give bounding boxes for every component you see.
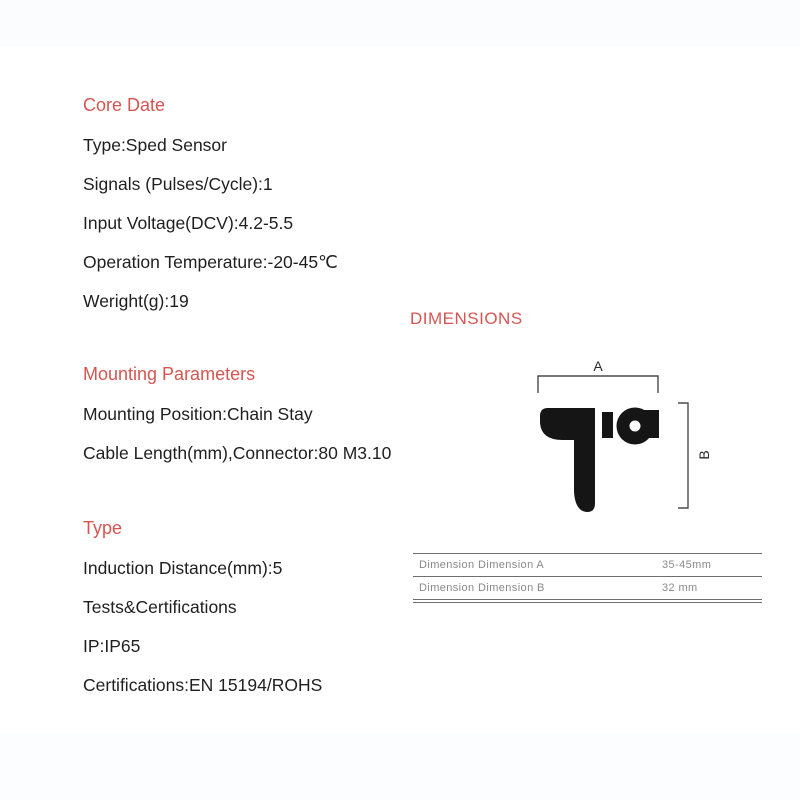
spec-line-mounting-position: Mounting Position:Chain Stay xyxy=(83,404,313,424)
dimension-b-name: Dimension Dimension B xyxy=(419,582,545,594)
sensor-dimension-diagram xyxy=(400,345,720,545)
dimension-table xyxy=(413,553,762,603)
spec-line-signals: Signals (Pulses/Cycle):1 xyxy=(83,174,273,194)
section-heading-core-data: Core Date xyxy=(83,95,166,115)
sensor-neck-connector xyxy=(602,412,613,438)
dimension-bracket-a xyxy=(538,376,658,393)
section-heading-mounting-parameters: Mounting Parameters xyxy=(83,364,256,384)
spec-line-weight: Weright(g):19 xyxy=(83,291,189,311)
speed-sensor-body-shape xyxy=(540,408,595,512)
spec-line-ip-rating: IP:IP65 xyxy=(83,636,141,656)
dimension-bracket-b xyxy=(678,403,688,508)
top-tint-band xyxy=(0,0,800,46)
table-row-dimension-b xyxy=(413,577,762,600)
spec-line-cable-length: Cable Length(mm),Connector:80 M3.10 xyxy=(83,443,392,463)
section-heading-type: Type xyxy=(83,518,123,538)
dimension-label-a: A xyxy=(593,358,603,374)
dimension-label-b: B xyxy=(696,450,712,460)
magnet-wheel-hole xyxy=(630,421,641,432)
table-row-dimension-a xyxy=(413,554,762,577)
dimension-b-value: 32 mm xyxy=(662,582,698,594)
bottom-tint-band xyxy=(0,733,800,800)
spec-line-type: Type:Sped Sensor xyxy=(83,135,227,155)
section-type xyxy=(83,518,322,705)
dimension-a-name: Dimension Dimension A xyxy=(419,559,545,571)
spec-line-operation-temperature: Operation Temperature:-20-45℃ xyxy=(83,252,338,272)
spec-line-tests-certifications: Tests&Certifications xyxy=(83,597,237,617)
dimensions-heading: DIMENSIONS xyxy=(410,309,523,328)
section-core-data xyxy=(83,95,338,321)
spec-line-input-voltage: Input Voltage(DCV):4.2-5.5 xyxy=(83,213,294,233)
spec-line-certifications: Certifications:EN 15194/ROHS xyxy=(83,675,323,695)
section-mounting-parameters xyxy=(83,364,391,473)
spec-line-induction-distance: Induction Distance(mm):5 xyxy=(83,558,283,578)
dimension-a-value: 35-45mm xyxy=(662,559,712,571)
